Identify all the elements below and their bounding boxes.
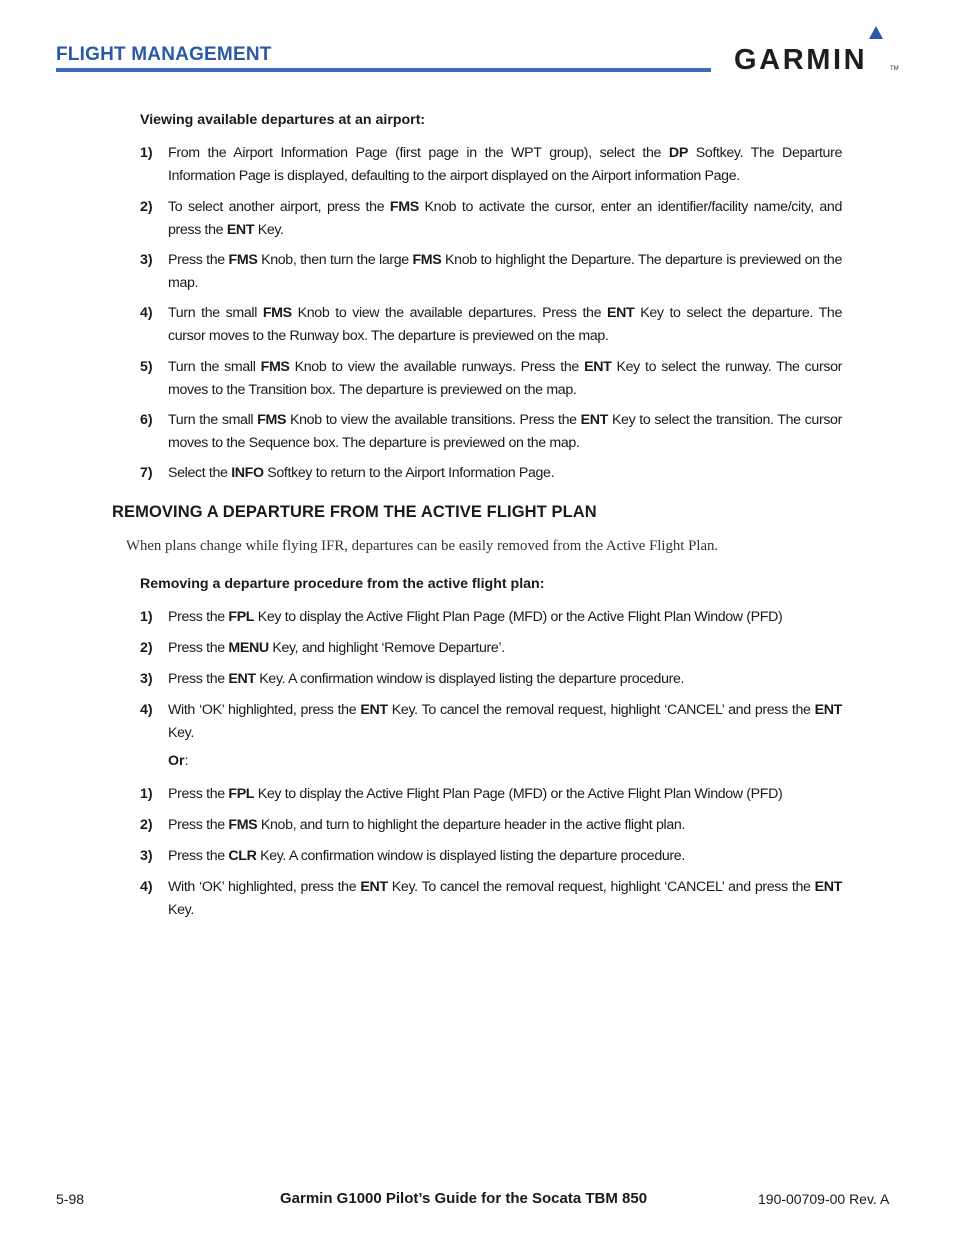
control-name: ENT [360, 879, 388, 895]
procedure-step [140, 668, 842, 691]
step-text-run: Knob to activate the cursor, enter an identifier/facility name/city, and press the [168, 199, 842, 238]
step-text-run: With ‘OK’ highlighted, press the [168, 879, 361, 895]
step-text-run: Press the [168, 640, 229, 656]
step-number: 6) [140, 412, 153, 428]
control-name: ENT [360, 702, 388, 718]
procedure-step [140, 142, 842, 187]
garmin-logo [734, 26, 900, 76]
control-name: ENT [584, 359, 612, 375]
control-name: FMS [228, 252, 258, 268]
step-number: 7) [140, 465, 153, 481]
step-text-run: Press the [168, 252, 229, 268]
step-text-run: Key to display the Active Flight Plan Page (MFD) or the Active Flight Plan Window (PFD) [254, 609, 783, 625]
step-text-run: Key. [168, 724, 194, 741]
step-text-run: Knob to highlight the Departure. The departure is previewed on the map. [168, 252, 843, 291]
step-number: 1) [140, 609, 153, 625]
step-number: 4) [140, 702, 153, 718]
document-number: 190-00709-00 Rev. A [758, 1191, 890, 1207]
logo-triangle-icon [869, 26, 883, 39]
step-text-run: Key. A confirmation window is displayed listing the departure procedure. [255, 671, 685, 687]
step-text [168, 606, 842, 629]
procedure-step [140, 637, 842, 660]
step-text [168, 462, 842, 485]
step-number: 1) [140, 145, 153, 161]
or-colon: : [184, 753, 189, 769]
step-text-run: Press the [168, 817, 229, 833]
logo-text: GARMIN [734, 44, 868, 76]
step-text [168, 876, 842, 921]
procedure-step [140, 814, 842, 837]
control-name: INFO [231, 465, 264, 481]
step-text-run: Turn the small [168, 305, 263, 321]
section-title: FLIGHT MANAGEMENT [56, 44, 272, 65]
procedure-step [140, 249, 842, 294]
step-text [168, 409, 842, 454]
control-name: MENU [228, 640, 269, 656]
procedure-step [140, 302, 842, 347]
step-text-run: Press the [168, 786, 229, 802]
step-text [168, 196, 842, 241]
control-name: FMS [262, 305, 292, 321]
logo-trademark: TM [890, 66, 899, 72]
control-name: FMS [228, 817, 258, 833]
step-text-run: Press the [168, 671, 229, 687]
or-label: Or [168, 753, 185, 769]
procedure-step [140, 845, 842, 868]
step-text-run: Key. To cancel the removal request, highlight ‘CANCEL’ and press the [387, 879, 815, 895]
procedure-step [140, 606, 842, 629]
procedure-step [140, 876, 842, 921]
procedure-step [140, 196, 842, 241]
page-number: 5-98 [56, 1191, 85, 1207]
control-name: ENT [228, 671, 256, 687]
control-name: FPL [228, 609, 255, 625]
or-separator [168, 753, 189, 769]
step-text [168, 637, 842, 660]
step-text [168, 699, 842, 744]
step-number: 5) [140, 359, 153, 375]
step-text-run: Key. [254, 221, 284, 238]
step-text [168, 249, 842, 294]
step-text-run: Press the [168, 848, 229, 864]
step-text-run: Key to display the Active Flight Plan Page (MFD) or the Active Flight Plan Window (PFD) [254, 786, 783, 802]
step-text-run: Key to select the transition. The cursor moves to the Sequence box. The departure is previewed on the map. [168, 412, 842, 451]
step-text-run: Softkey. The Departure Information Page is displayed, defaulting to the airport displayed on the Airport information Page. [168, 145, 842, 184]
step-text [168, 356, 842, 401]
step-text [168, 845, 842, 868]
control-name: ENT [607, 305, 635, 321]
step-text-run: Key. To cancel the removal request, highlight ‘CANCEL’ and press the [387, 702, 815, 718]
procedure-step [140, 356, 842, 401]
procedure-step [140, 409, 842, 454]
control-name: ENT [580, 412, 608, 428]
control-name: ENT [226, 221, 255, 238]
step-text [168, 668, 842, 691]
procedure-step [140, 699, 842, 744]
step-text-run: With ‘OK’ highlighted, press the [168, 702, 361, 718]
control-name: FMS [257, 412, 287, 428]
step-text-run: Key. [168, 901, 194, 918]
step-text [168, 142, 842, 187]
step-text-run: Knob to view the available runways. Press the [289, 359, 585, 375]
subhead-viewing-departures: Viewing available departures at an airport: [140, 112, 426, 128]
step-number: 2) [140, 817, 153, 833]
step-text-run: Knob to view the available departures. Press the [291, 305, 608, 321]
step-text-run: Key to select the departure. The cursor moves to the Runway box. The departure is previewed on the map. [168, 305, 842, 344]
step-number: 3) [140, 252, 153, 268]
step-number: 4) [140, 305, 153, 321]
step-text-run: Knob, and turn to highlight the departure header in the active flight plan. [257, 817, 685, 833]
control-name: DP [668, 145, 688, 161]
step-number: 3) [140, 671, 153, 687]
control-name: ENT [814, 879, 842, 895]
step-text-run: Press the [168, 609, 229, 625]
subhead-removing-departure: Removing a departure procedure from the active flight plan: [140, 576, 545, 592]
control-name: CLR [228, 848, 257, 864]
step-text-run: Key. A confirmation window is displayed listing the departure procedure. [256, 848, 685, 864]
section-intro: When plans change while flying IFR, departures can be easily removed from the Active Flight Plan. [126, 538, 719, 554]
control-name: FPL [228, 786, 255, 802]
procedure-step [140, 783, 842, 806]
step-text-run: From the Airport Information Page (first page in the WPT group), select the [168, 145, 669, 161]
step-text-run: To select another airport, press the [168, 199, 390, 215]
guide-title: Garmin G1000 Pilot’s Guide for the Socata TBM 850 [280, 1190, 648, 1207]
control-name: FMS [389, 199, 419, 215]
control-name: FMS [412, 252, 442, 268]
step-text-run: Softkey to return to the Airport Information Page. [263, 465, 555, 481]
step-text-run: Knob, then turn the large [257, 252, 413, 268]
step-number: 2) [140, 640, 153, 656]
step-text-run: Turn the small [168, 412, 258, 428]
control-name: FMS [260, 359, 290, 375]
step-text-run: Key, and highlight ‘Remove Departure’. [268, 640, 505, 656]
procedure-step [140, 462, 842, 485]
step-text-run: Knob to view the available transitions. Press the [286, 412, 581, 428]
step-number: 3) [140, 848, 153, 864]
step-number: 1) [140, 786, 153, 802]
step-number: 4) [140, 879, 153, 895]
step-text [168, 302, 842, 347]
step-text-run: Key to select the runway. The cursor moves to the Transition box. The departure is previewed on the map. [168, 359, 842, 398]
step-text-run: Turn the small [168, 359, 261, 375]
step-number: 2) [140, 199, 153, 215]
step-text [168, 783, 842, 806]
control-name: ENT [814, 702, 842, 718]
section-heading-removing-departure: REMOVING A DEPARTURE FROM THE ACTIVE FLIGHT PLAN [112, 503, 597, 521]
header-rule [56, 68, 711, 72]
step-text [168, 814, 842, 837]
step-text-run: Select the [168, 465, 232, 481]
